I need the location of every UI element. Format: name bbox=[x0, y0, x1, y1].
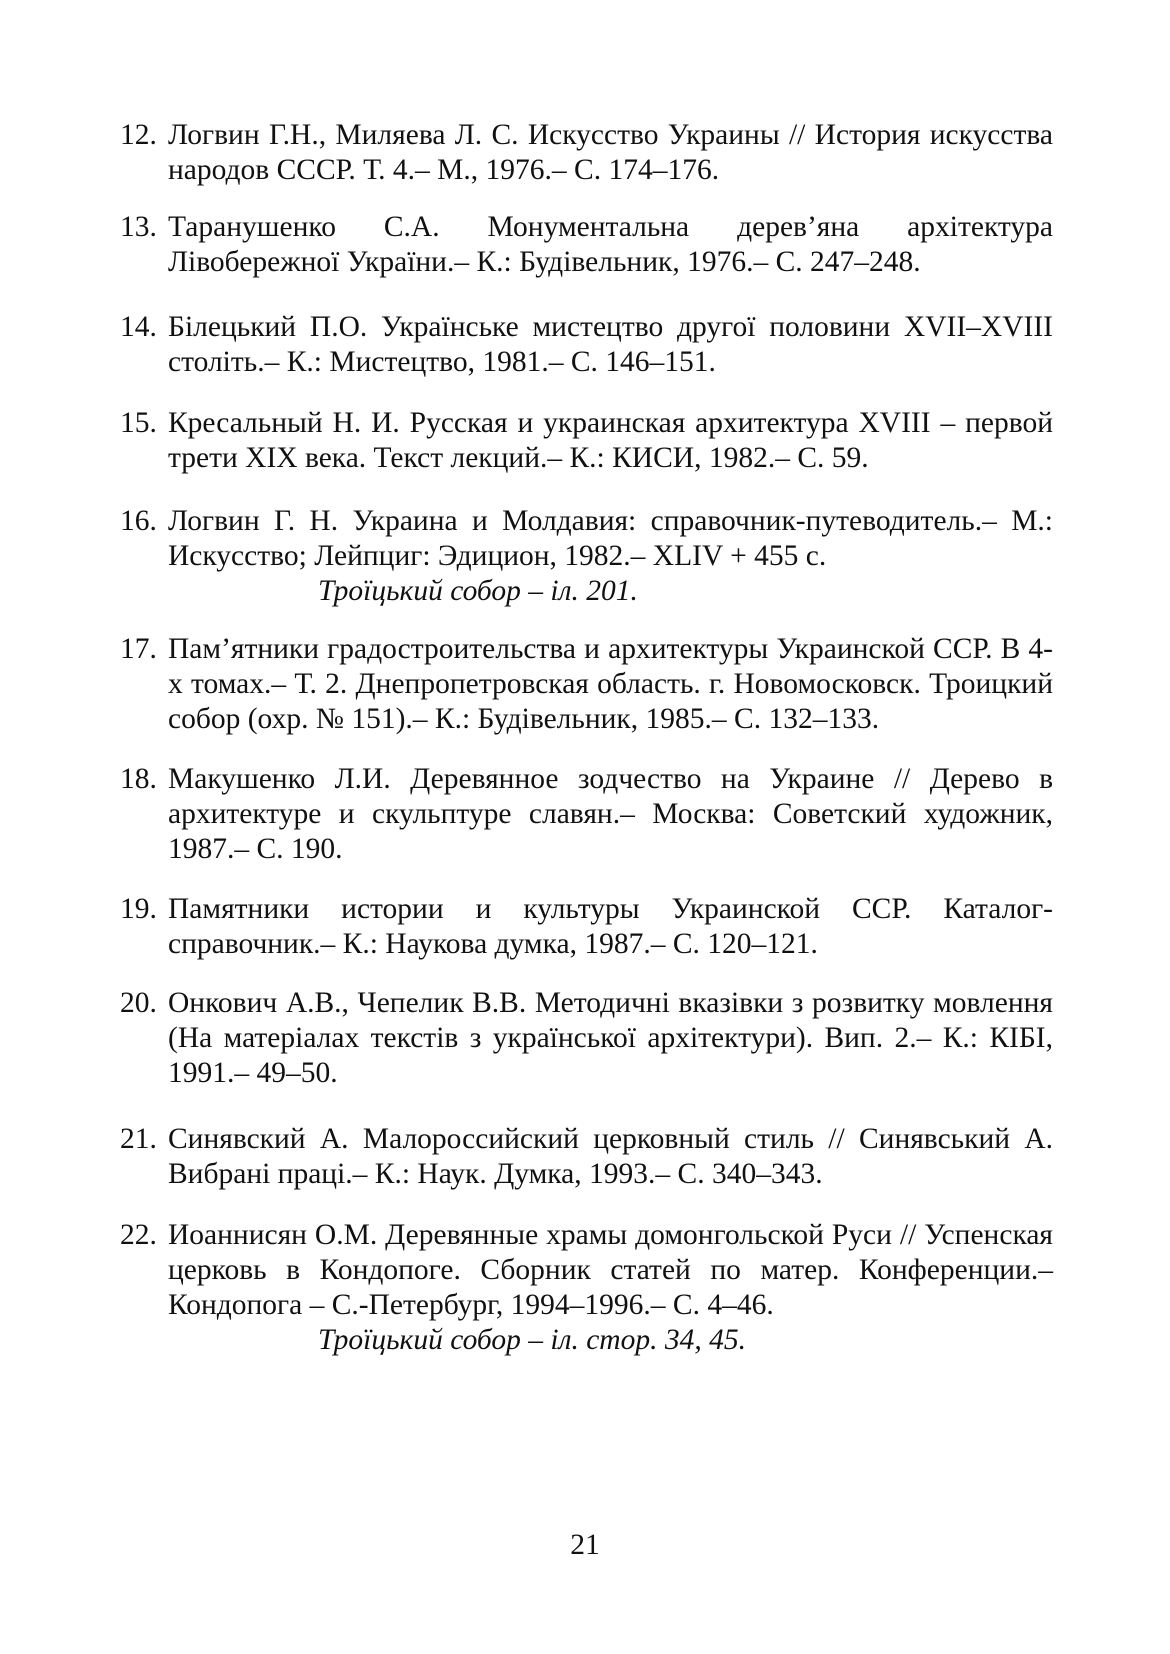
entry-number: 22. bbox=[120, 1219, 157, 1251]
entry-note: Троїцький собор – іл. 201. bbox=[318, 575, 638, 607]
entry-number: 21. bbox=[120, 1123, 157, 1155]
entry-text: Логвин Г. Н. Украина и Молдавия: справочник-путеводитель.– М.: Искусство; Лейпциг: Эдицион, 1982.– XLIV + 455 с. bbox=[168, 505, 1053, 572]
entry-text: Білецький П.О. Українське мистецтво другої половини XVII–XVIII століть.– К.: Мистецтво, 1981.– С. 146–151. bbox=[168, 311, 1053, 378]
entry-text: Таранушенко С.А. Монументальна дерев’яна архітектура Лівобережної України.– К.: Будівельник, 1976.– С. 247–248. bbox=[168, 211, 1053, 278]
entry-text: Синявский А. Малороссийский церковный стиль // Синявський А. Вибрані праці.– К.: Наук. Думка, 1993.– С. 340–343. bbox=[168, 1123, 1053, 1190]
entry-number: 15. bbox=[120, 407, 157, 439]
bibliography-entry-17 bbox=[120, 632, 1053, 737]
bibliography-entry-12 bbox=[120, 118, 1053, 188]
entry-number: 18. bbox=[120, 763, 157, 795]
entry-number: 13. bbox=[120, 211, 157, 243]
bibliography-entry-21 bbox=[120, 1122, 1053, 1192]
bibliography-entry-14 bbox=[120, 310, 1053, 380]
entry-text: Макушенко Л.И. Деревянное зодчество на Украине // Дерево в архитектуре и скульптуре славян.– Москва: Советский художник, 1987.– С. 190. bbox=[168, 763, 1053, 865]
entry-text: Логвин Г.Н., Миляева Л. С. Искусство Украины // История искусства народов СССР. Т. 4.– М., 1976.– С. 174–176. bbox=[168, 119, 1053, 186]
bibliography-entry-22 bbox=[120, 1218, 1053, 1358]
page-number: 21 bbox=[570, 1529, 600, 1561]
entry-text: Пам’ятники градостроительства и архитектуры Украинской ССР. В 4-х томах.– Т. 2. Днепропетровская область. г. Новомосковск. Троицкий собор (охр. № 151).– К.: Будівельник, 1985.– С. 132–133. bbox=[168, 633, 1053, 735]
entry-text-block bbox=[168, 504, 1053, 609]
entry-text: Онкович А.В., Чепелик В.В. Методичні вказівки з розвитку мовлення (На матеріалах текстів з української архітектури). Вип. 2.– К.: КІБІ, 1991.– 49–50. bbox=[168, 987, 1053, 1089]
entry-note: Троїцький собор – іл. стор. 34, 45. bbox=[318, 1324, 746, 1356]
bibliography-entry-20 bbox=[120, 986, 1053, 1091]
entry-text: Иоаннисян О.М. Деревянные храмы домонгольской Руси // Успенская церковь в Кондопоге. Сборник статей по матер. Конференции.– Кондопога – С.-Петербург, 1994–1996.– С. 4–46. bbox=[168, 1219, 1053, 1321]
bibliography-entry-13 bbox=[120, 210, 1053, 280]
entry-number: 20. bbox=[120, 987, 157, 1019]
bibliography-entry-16 bbox=[120, 504, 1053, 609]
bibliography-entry-19 bbox=[120, 892, 1053, 962]
entry-number: 12. bbox=[120, 119, 157, 151]
entry-number: 14. bbox=[120, 311, 157, 343]
entry-text-block bbox=[168, 1218, 1053, 1358]
entry-text: Кресальный Н. И. Русская и украинская архитектура XVIII – первой трети XIX века. Текст лекций.– К.: КИСИ, 1982.– С. 59. bbox=[168, 407, 1053, 474]
entry-number: 17. bbox=[120, 633, 157, 665]
entry-text: Памятники истории и культуры Украинской ССР. Каталог-справочник.– К.: Наукова думка, 1987.– С. 120–121. bbox=[168, 893, 1053, 960]
bibliography-entry-15 bbox=[120, 406, 1053, 476]
entry-number: 16. bbox=[120, 505, 157, 537]
bibliography-entry-18 bbox=[120, 762, 1053, 867]
entry-number: 19. bbox=[120, 893, 157, 925]
